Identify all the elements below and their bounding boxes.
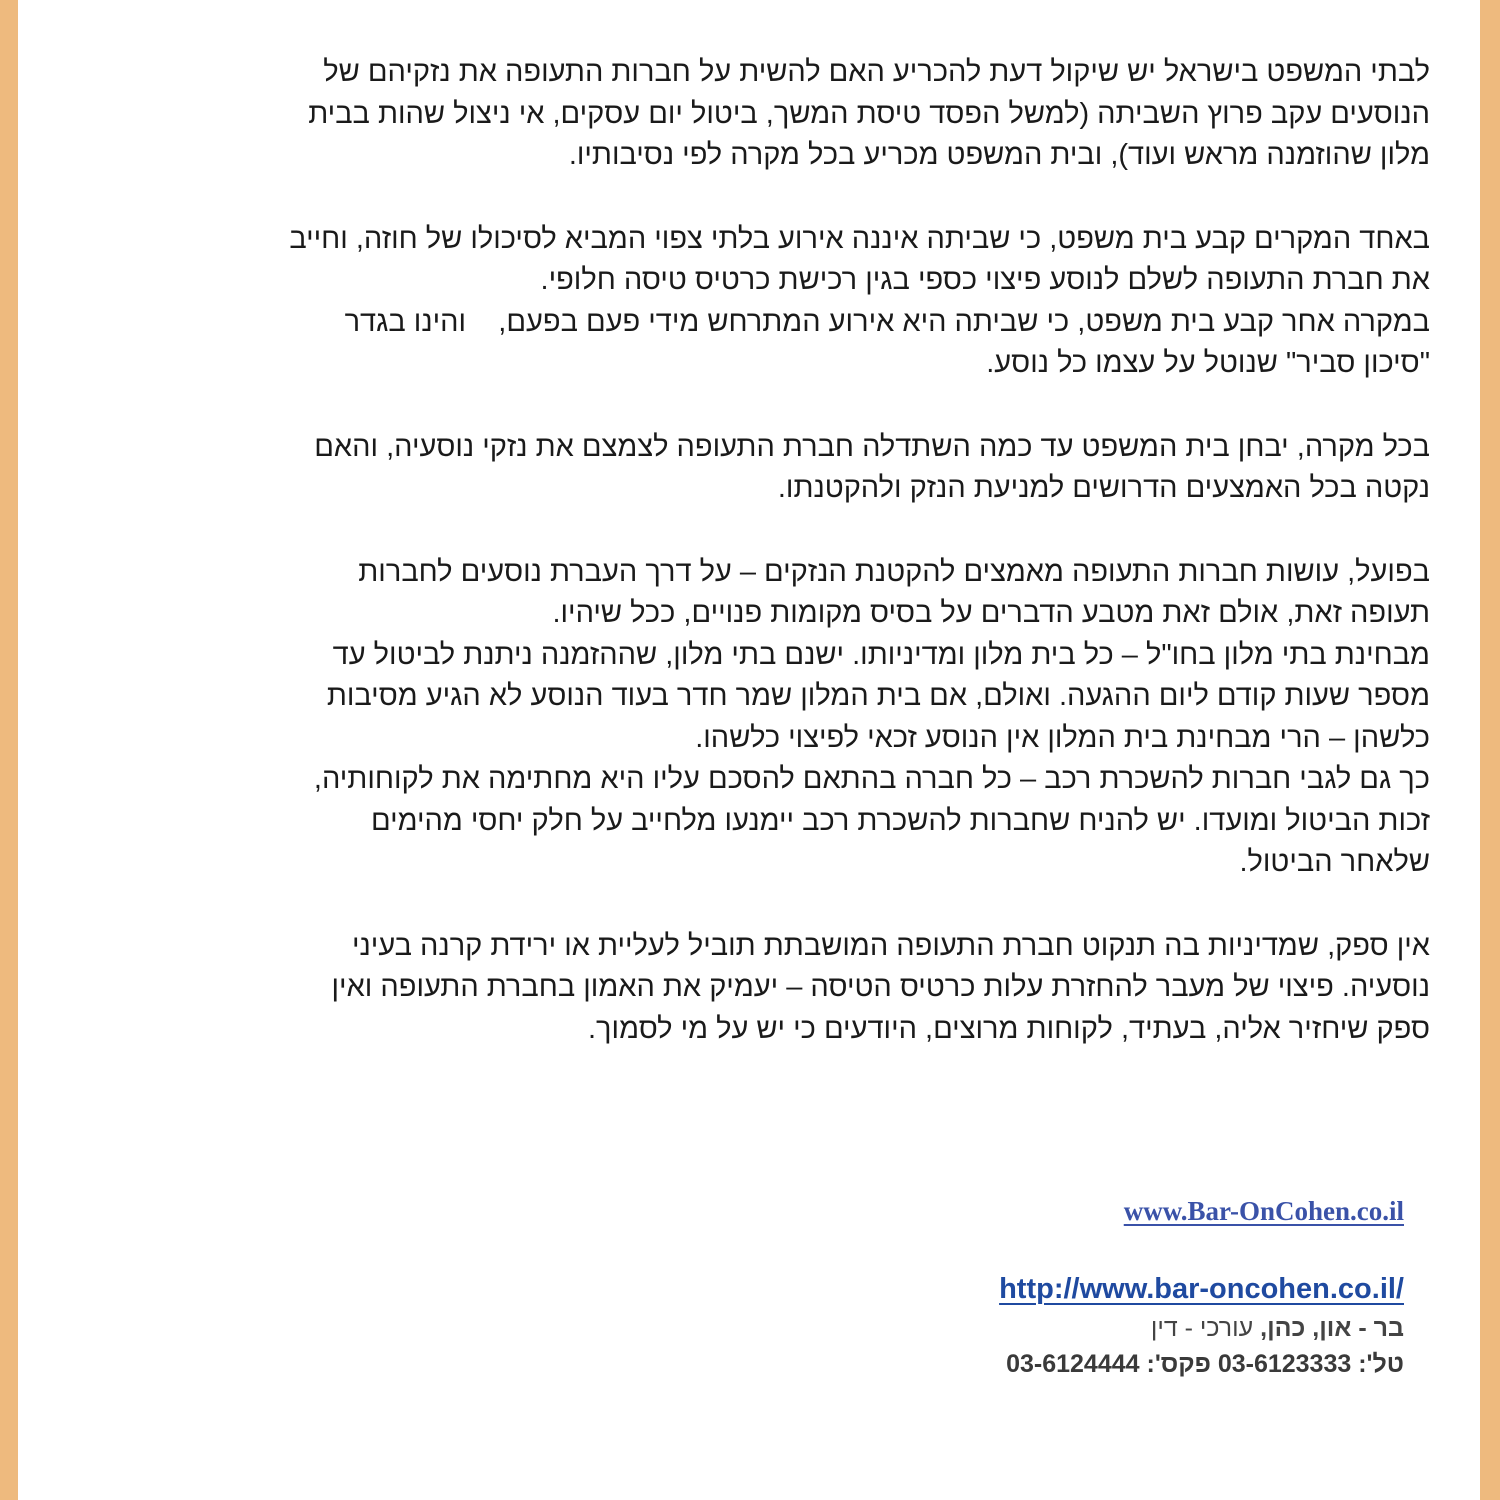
paragraph-conclusion	[80, 926, 1430, 1051]
text-line: את חברת התעופה לשלם לנוסע פיצוי כספי בגין רכישת כרטיס טיסה חלופי.	[540, 264, 1430, 296]
paragraph-precedents	[80, 219, 1430, 385]
text-line: באחד המקרים קבע בית משפט, כי שביתה איננה אירוע בלתי צפוי המביא לסיכולו של חוזה, וחייב	[289, 222, 1430, 255]
firm-signature	[1006, 1310, 1404, 1346]
text-line: שלאחר הביטול.	[1239, 846, 1430, 878]
website-link-primary[interactable]: www.Bar-OnCohen.co.il	[1123, 1196, 1404, 1226]
text-line: מספר שעות קודם ליום ההגעה. ואולם, אם בית המלון שמר חדר בעוד הנוסע לא הגיע מסיבות	[326, 680, 1430, 712]
text-line: אין ספק, שמדיניות בה תנקוט חברת התעופה המושבתת תוביל לעליית או ירידת קרנה בעיני	[351, 929, 1430, 962]
firm-description: עורכי - דין	[1150, 1314, 1254, 1342]
text-line: תעופה זאת, אולם זאת מטבע הדברים על בסיס מקומות פנויים, ככל שיהיו.	[552, 597, 1430, 629]
text-line: זכות הביטול ומועדו. יש להניח שחברות להשכרת רכב יימנעו מלחייב על חלק יחסי מהימים	[371, 804, 1430, 837]
text-line: בכל מקרה, יבחן בית המשפט עד כמה השתדלה חברת התעופה לצמצם את נזקי נוסעיה, והאם	[314, 430, 1430, 463]
phone-fax-line: טל': 03-6123333 פקס': 03-6124444	[1006, 1350, 1404, 1378]
text-line: מלון שהוזמנה מראש ועוד), ובית המשפט מכריע בכל מקרה לפי נסיבותיו.	[568, 139, 1430, 171]
text-line: לבתי המשפט בישראל יש שיקול דעת להכריע האם להשית על חברות התעופה את נזקיהם של	[323, 56, 1430, 88]
firm-contact-block	[1006, 1310, 1404, 1382]
paragraph-mitigation	[80, 427, 1430, 510]
website-link-secondary[interactable]: http://www.bar-oncohen.co.il/	[999, 1273, 1404, 1305]
text-line: הנוסעים עקב פרוץ השביתה (למשל הפסד טיסת המשך, ביטול יום עסקים, אי ניצול שהות בבית	[308, 97, 1430, 130]
text-line: נוסעיה. פיצוי של מעבר להחזרת עלות כרטיס הטיסה – יעמיק את האמון בחברת התעופה ואין	[331, 971, 1430, 1003]
footer-links	[999, 1196, 1404, 1306]
text-line: כך גם לגבי חברות להשכרת רכב – כל חברה בהתאם להסכם עליו היא מחתימה את לקוחותיה,	[313, 763, 1430, 795]
text-line: "סיכון סביר" שנוטל על עצמו כל נוסע.	[986, 347, 1430, 379]
text-line: במקרה אחר קבע בית משפט, כי שביתה היא אירוע המתרחש מידי פעם בפעם, והינו בגדר	[344, 305, 1430, 338]
text-line: ספק שיחזיר אליה, בעתיד, לקוחות מרוצים, היודעים כי יש על מי לסמוך.	[588, 1012, 1430, 1045]
document-page	[18, 0, 1480, 1500]
firm-name: בר - און, כהן,	[1260, 1314, 1404, 1342]
paragraph-court-discretion	[80, 52, 1430, 177]
paragraph-practice	[80, 552, 1430, 884]
text-line: מבחינת בתי מלון בחו"ל – כל בית מלון ומדיניותו. ישנם בתי מלון, שההזמנה ניתנת לביטול עד	[332, 638, 1430, 671]
text-line: נקטה בכל האמצעים הדרושים למניעת הנזק ולהקטנתו.	[777, 472, 1430, 504]
text-line: כלשהן – הרי מבחינת בית המלון אין הנוסע זכאי לפיצוי כלשהו.	[695, 721, 1430, 754]
text-line: בפועל, עושות חברות התעופה מאמצים להקטנת הנזקים – על דרך העברת נוסעים לחברות	[358, 555, 1430, 588]
article-body	[80, 52, 1430, 1050]
